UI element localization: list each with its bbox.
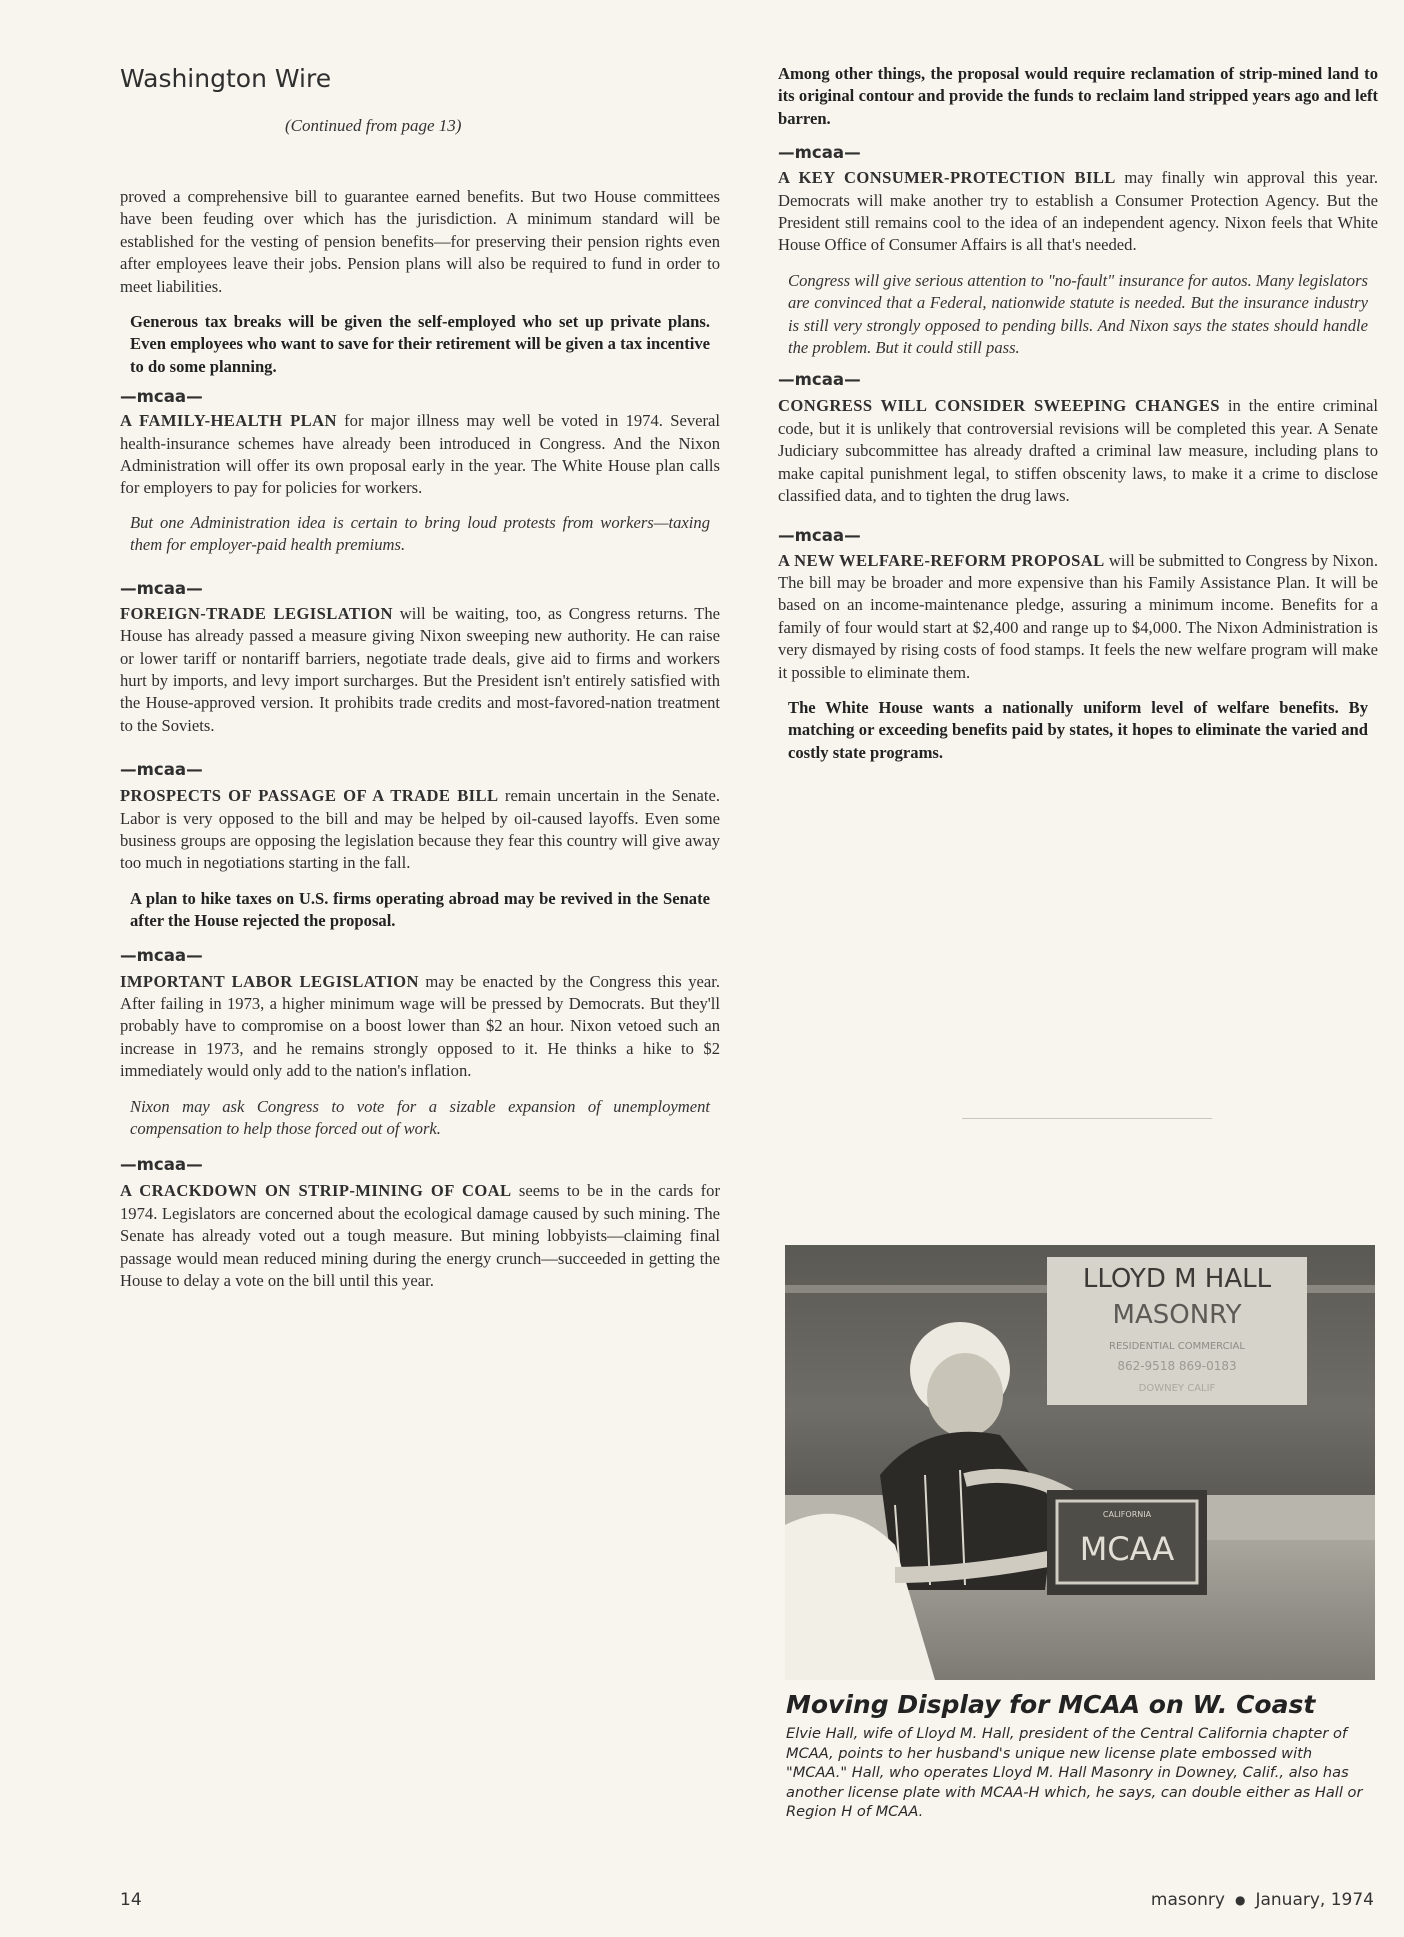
strip-mining-paragraph: A CRACKDOWN ON STRIP-MINING OF COAL seems to be in the cards for 1974. Legislators are concerned about the ecological damage caused by such mining. The Senate has already voted out a tough measure. But mining lobbyists—claiming final passage would mean reduced mining during the energy crunch—succeeded in getting the House to delay a vote on the bill until this year. [120, 1181, 721, 1291]
consumer-protection-paragraph: A KEY CONSUMER-PROTECTION BILL may finally win approval this year. Democrats will make another try to establish a Consumer Protection Agency. But the President still remains cool to the idea of an independent agency. Nixon feels that White House Office of Consumer Affairs is all that's needed. [778, 168, 1379, 255]
section-title: Washington Wire [120, 64, 332, 93]
reclamation-note: Among other things, the proposal would require reclamation of strip-mined land to its original contour and provide the funds to reclaim land stripped years ago and left barren. [778, 64, 1378, 128]
trade-bill-lead: PROSPECTS OF PASSAGE OF A TRADE BILL [120, 786, 499, 806]
caption-body: Elvie Hall, wife of Lloyd M. Hall, president of the Central California chapter of MCAA, points to her husband's unique new license plate embossed with "MCAA." Hall, who operates Lloyd M. Hall Masonry in Downey, Calif., also has another license plate with MCAA-H which, he says, can double either as Hall or Region H of MCAA. [786, 1725, 1363, 1820]
magazine-name: masonry [1150, 1890, 1225, 1910]
plate-state: CALIFORNIA [1102, 1510, 1152, 1519]
criminal-code-lead: CONGRESS WILL CONSIDER SWEEPING CHANGES [778, 396, 1220, 416]
photo-illustration [785, 1245, 1375, 1680]
self-employed-tax-note: Generous tax breaks will be given the self-employed who set up private plans. Even employees who want to save for their retirement will be given a tax incentive to do some planning. [130, 312, 710, 376]
separator: —mcaa— [120, 945, 203, 965]
labor-legislation-lead: IMPORTANT LABOR LEGISLATION [120, 971, 419, 991]
welfare-reform-paragraph: A NEW WELFARE-REFORM PROPOSAL will be submitted to Congress by Nixon. The bill may be broader and more expensive than his Family Assistance Plan. It will be based on an income-maintenance pledge, assuring a minimum income. Benefits for a family of four would start at $2,400 and range up to $4,000. The Nixon Administration is very dismayed by rising costs of food stamps. It feels the new welfare program will make it possible to eliminate them. [778, 550, 1378, 682]
sign-line-5: DOWNEY CALIF [1138, 1383, 1216, 1394]
plate-text: MCAA [1079, 1530, 1175, 1568]
left-column [120, 186, 720, 1292]
criminal-code-paragraph: CONGRESS WILL CONSIDER SWEEPING CHANGES in the entire criminal code, but it is unlikely that controversial revisions will be completed this year. A Senate Judiciary subcommittee has already drafted a criminal law measure, including plans to make capital punishment legal, to stiffen obscenity laws, to make it a crime to disclose classified data, and to tighten the drug laws. [778, 396, 1378, 506]
sign-line-3: RESIDENTIAL COMMERCIAL [1109, 1341, 1245, 1352]
issue-date: January, 1974 [1255, 1890, 1374, 1910]
unemployment-note: Nixon may ask Congress to vote for a sizable expansion of unemployment compensation to help those forced out of work. [130, 1096, 710, 1138]
caption-title: Moving Display for MCAA on W. Coast [786, 1690, 1316, 1719]
sign-line-1: LLOYD M HALL [1082, 1264, 1272, 1294]
separator: —mcaa— [778, 370, 861, 390]
foreign-trade-paragraph: FOREIGN-TRADE LEGISLATION will be waiting, too, as Congress returns. The House has already passed a measure giving Nixon sweeping new authority. He can raise or lower tariff or nontariff barriers, negotiate trade deals, give aid to firms and workers hurt by imports, and levy import surcharges. But the President isn't entirely satisfied with the House-approved version. It prohibits trade credits and most-favored-nation treatment to the Soviets. [120, 603, 720, 735]
separator: —mcaa— [778, 525, 861, 545]
trade-bill-paragraph: PROSPECTS OF PASSAGE OF A TRADE BILL remain uncertain in the Senate. Labor is very opposed to the bill and may be helped by oil-caused layoffs. Even some business groups are opposing the legislation because they fear this country will give away too much in negotiations starting in the fall. [120, 786, 720, 873]
photo-divider [962, 1118, 1212, 1119]
separator: —mcaa— [120, 578, 203, 598]
foreign-trade-lead: FOREIGN-TRADE LEGISLATION [120, 603, 393, 623]
continued-note: (Continued from page 13) [285, 116, 462, 135]
sign-line-4: 862-9518 869-0183 [1117, 1359, 1237, 1373]
intro-paragraph: proved a comprehensive bill to guarantee earned benefits. But two House committees have been feuding over which has the jurisdiction. A minimum standard will be established for the vesting of pension benefits—for preserving their pension rights even after employees leave their jobs. Pension plans will also be required to fund in order to meet liabilities. [120, 187, 720, 296]
consumer-protection-lead: A KEY CONSUMER-PROTECTION BILL [778, 168, 1116, 188]
welfare-benefits-note: The White House wants a nationally uniform level of welfare benefits. By matching or exceeding benefits paid by states, it hopes to eliminate the varied and costly state programs. [788, 697, 1368, 762]
family-health-note: But one Administration idea is certain to bring loud protests from workers—taxing them for employer-paid health premiums. [130, 512, 710, 555]
right-column [778, 63, 1378, 764]
us-firms-tax-note: A plan to hike taxes on U.S. firms operating abroad may be revived in the Senate after the House rejected the proposal. [130, 888, 710, 931]
footer [1151, 1890, 1374, 1910]
labor-legislation-paragraph: IMPORTANT LABOR LEGISLATION may be enacted by the Congress this year. After failing in 1973, a higher minimum wage will be pressed by Democrats. But they'll probably have to compromise on a boost lower than $2 an hour. Nixon vetoed such an increase in 1973, and he remains strongly opposed to it. He thinks a hike to $2 immediately would only add to the nation's inflation. [120, 971, 720, 1081]
license-plate-photo [785, 1245, 1375, 1680]
strip-mining-lead: A CRACKDOWN ON STRIP-MINING OF COAL [120, 1181, 512, 1201]
no-fault-note: Congress will give serious attention to "no-fault" insurance for autos. Many legislators are convinced that a Federal, nationwide statute is needed. But the insurance industry is still very strongly opposed to pending bills. And Nixon says the states should handle the problem. But it could still pass. [788, 270, 1368, 358]
family-health-paragraph: A FAMILY-HEALTH PLAN for major illness may well be voted in 1974. Several health-insurance schemes have already been introduced in Congress. And the Nixon Administration will offer its own proposal early in the year. The White House plan calls for employers to pay for policies for workers. [120, 411, 720, 498]
separator: —mcaa— [120, 760, 203, 780]
separator: —mcaa— [778, 143, 861, 163]
separator: —mcaa— [120, 1155, 203, 1175]
family-health-lead: A FAMILY-HEALTH PLAN [120, 411, 337, 431]
sign-line-2: MASONRY [1112, 1300, 1242, 1330]
separator: —mcaa— [120, 387, 203, 407]
welfare-reform-lead: A NEW WELFARE-REFORM PROPOSAL [778, 550, 1105, 570]
page-number: 14 [120, 1890, 142, 1910]
bullet-icon: ● [1234, 1893, 1246, 1907]
